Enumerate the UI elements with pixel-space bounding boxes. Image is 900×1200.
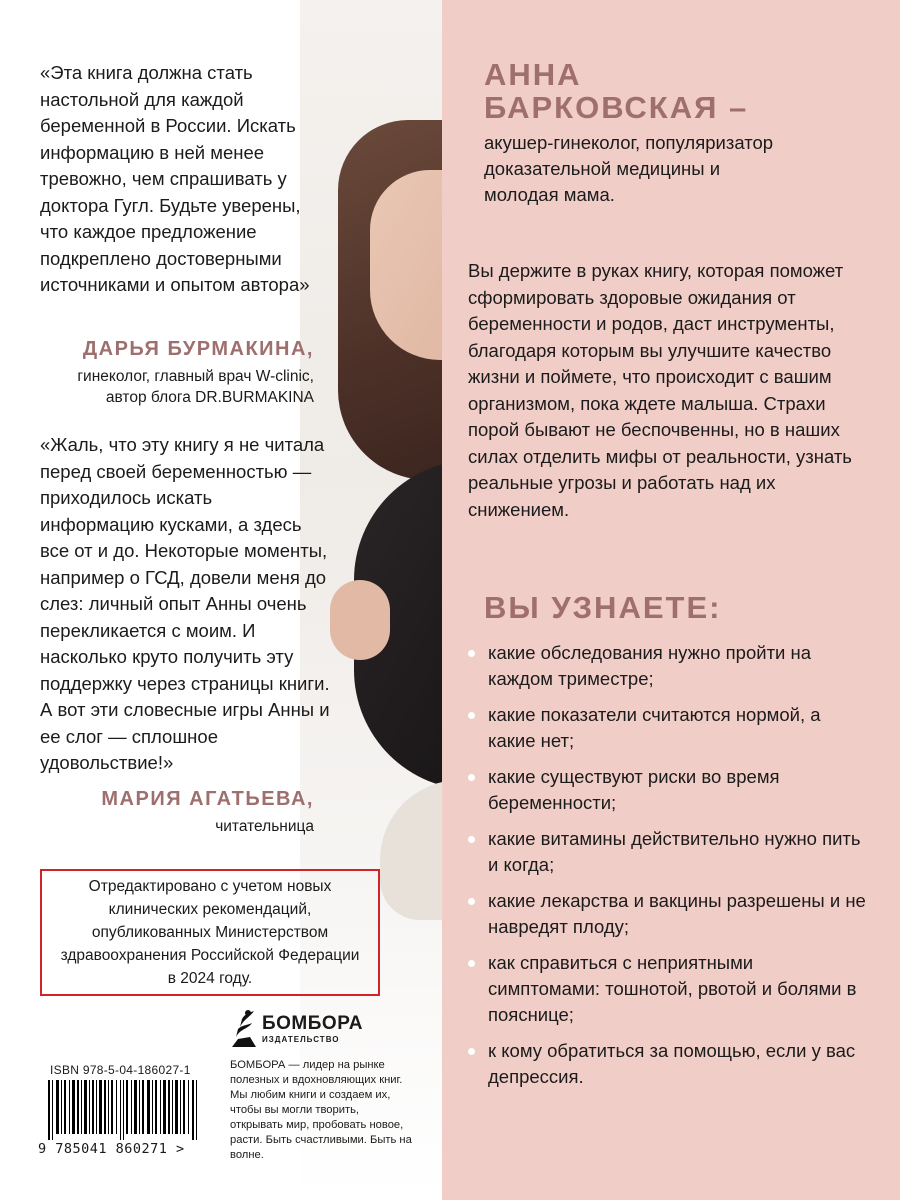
isbn-label: ISBN 978-5-04-186027-1 — [50, 1063, 191, 1077]
barcode — [48, 1080, 198, 1140]
publisher-subtitle: ИЗДАТЕЛЬСТВО — [262, 1035, 340, 1044]
author-name-text: АННА БАРКОВСКАЯ — [484, 57, 719, 125]
quote-author-name: ДАРЬЯ БУРМАКИНА, — [82, 338, 314, 360]
quote-author-role: гинеколог, главный врач W-clinic, автор блога DR.BURMAKINA — [77, 368, 314, 406]
author-name-dash: – — [729, 90, 749, 125]
author-description: акушер-гинеколог, популяризатор доказательной медицины и молодая мама. — [484, 132, 774, 205]
quote-text: «Эта книга должна стать настольной для каждой беременной в России. Искать информацию в ней менее тревожно, чем спрашивать у доктора Гугл. Будьте уверены, что каждое предложение подкреплено достоверными источниками и опытом автора» — [40, 62, 310, 295]
learn-item: как справиться с неприятными симптомами: тошнотой, рвотой и болями в пояснице; — [468, 950, 868, 1028]
learn-list — [468, 640, 868, 1100]
quote-author-role: читательница — [215, 818, 314, 835]
learn-item: какие витамины действительно нужно пить и когда; — [468, 826, 868, 878]
publisher-blurb: БОМБОРА — лидер на рынке полезных и вдохновляющих книг. Мы любим книги и создаем их, чтобы вы могли творить, открывать мир, пробовать новое, расти. Быть счастливыми. Быть на волне. — [230, 1059, 412, 1161]
bombora-logo-icon — [228, 1007, 260, 1049]
quote-author-name: МАРИЯ АГАТЬЕВА, — [101, 788, 314, 810]
edition-notice-text: Отредактировано с учетом новых клинических рекомендаций, опубликованных Министерством здравоохранения Российской Федерации в 2024 году. — [60, 878, 360, 987]
book-about: Вы держите в руках книгу, которая поможет сформировать здоровые ожидания от беременности и родов, даст инструменты, благодаря которым вы улучшите качество жизни и поймете, что происходит с вашим организмом, пока ждете малыша. Страхи порой бывают не беспочвенны, но в наших силах отделить мифы от реальности, узнать реальные угрозы и работать над их снижением. — [468, 260, 852, 520]
publisher-name: БОМБОРА — [262, 1013, 363, 1034]
learn-title: ВЫ УЗНАЕТЕ: — [484, 590, 722, 625]
edition-notice — [40, 869, 380, 996]
learn-item: какие обследования нужно пройти на каждом триместре; — [468, 640, 868, 692]
author-name — [484, 58, 764, 124]
learn-item: к кому обратиться за помощью, если у вас депрессия. — [468, 1038, 868, 1090]
barcode-digits: 9 785041 860271 > — [38, 1141, 185, 1157]
quote-text: «Жаль, что эту книгу я не читала перед своей беременностью — приходилось искать информацию кусками, а здесь все от и до. Некоторые моменты, например о ГСД, довели меня до слез: личный опыт Анны очень перекликается с моим. И насколько круто получить эту поддержку через страницы книги. А вот эти словесные игры Анны и ее слог — сплошное удовольствие!» — [40, 434, 330, 773]
photo-hand — [330, 580, 390, 660]
learn-item: какие существуют риски во время беременности; — [468, 764, 868, 816]
learn-item: какие показатели считаются нормой, а какие нет; — [468, 702, 868, 754]
photo-skirt — [380, 780, 445, 920]
learn-item: какие лекарства и вакцины разрешены и не навредят плоду; — [468, 888, 868, 940]
